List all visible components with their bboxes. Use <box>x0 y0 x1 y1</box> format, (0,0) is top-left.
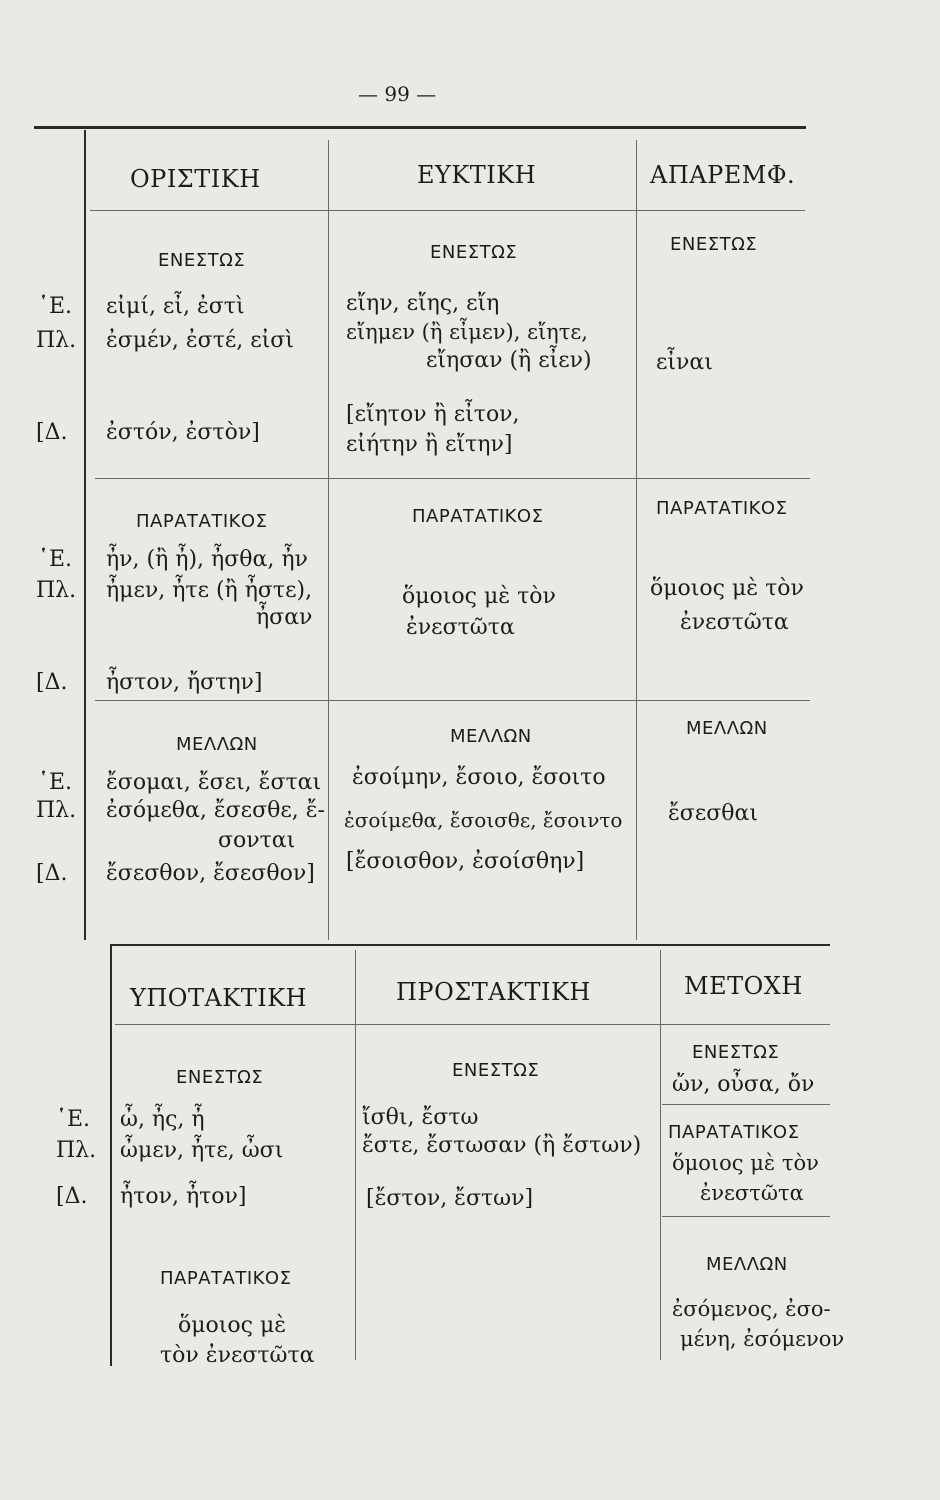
metochi-mellon-line1: ἐσόμενος, ἐσο- <box>672 1297 831 1321</box>
heading-mellon: ΜΕΛΛΩΝ <box>686 718 768 739</box>
euktiki-mellon-dual: [ἔσοισθον, ἐσοίσθην] <box>346 849 585 874</box>
heading-paratatikos: ΠΑΡΑΤΑΤΙΚΟΣ <box>412 506 544 527</box>
title-ypotaktiki: ΥΠΟΤΑΚΤΙΚΗ <box>130 984 308 1012</box>
metochi-paratatikos-line1: ὅμοιος μὲ τὸν <box>672 1151 819 1175</box>
bottom-column-divider-right <box>660 950 661 1360</box>
euktiki-enestos-dual: [εἴητον ἢ εἶτον, <box>346 402 520 427</box>
bottom-column-divider-left <box>110 946 112 1366</box>
oristiki-mellon-plural: ἐσόμεθα, ἔσεσθε, ἔ- <box>106 798 325 823</box>
oristiki-paratatikos-plural-cont: ἦσαν <box>256 605 313 630</box>
page-number: — 99 — <box>358 82 437 106</box>
oristiki-paratatikos-dual: ἦστον, ἤστην] <box>106 670 263 695</box>
heading-paratatikos: ΠΑΡΑΤΑΤΙΚΟΣ <box>656 498 788 519</box>
heading-enestos: ΕΝΕΣΤΩΣ <box>430 242 518 263</box>
euktiki-paratatikos-line1: ὅμοιος μὲ τὸν <box>402 584 556 609</box>
label-plural: Πλ. <box>36 798 77 823</box>
oristiki-enestos-plural: ἐσμέν, ἐστέ, εἰσὶ <box>106 328 294 353</box>
aparemfato-enestos: εἶναι <box>656 350 713 375</box>
bottom-header-underline <box>115 1024 830 1025</box>
label-plural: Πλ. <box>36 578 77 603</box>
aparemfato-paratatikos-line1: ὅμοιος μὲ τὸν <box>650 576 804 601</box>
top-rule <box>34 126 806 129</box>
title-euktiki: ΕΥΚΤΙΚΗ <box>417 161 537 189</box>
title-prostaktiki: ΠΡΟΣΤΑΚΤΙΚΗ <box>396 978 591 1006</box>
oristiki-enestos-dual: ἐστόν, ἐστὸν] <box>106 420 260 445</box>
aparemfato-mellon: ἔσεσθαι <box>668 801 758 826</box>
oristiki-paratatikos-plural: ἦμεν, ἦτε (ἢ ἦστε), <box>106 578 313 603</box>
euktiki-mellon-singular: ἐσοίμην, ἔσοιο, ἔσοιτο <box>352 765 606 790</box>
column-divider-right <box>636 140 637 940</box>
heading-enestos: ΕΝΕΣΤΩΣ <box>176 1067 264 1088</box>
oristiki-paratatikos-singular: ἦν, (ἢ ἦ), ἦσθα, ἦν <box>106 547 308 572</box>
ypotaktiki-paratatikos-line2: τὸν ἐνεστῶτα <box>160 1343 315 1368</box>
bottom-column-divider-middle <box>355 950 356 1360</box>
heading-enestos: ΕΝΕΣΤΩΣ <box>452 1060 540 1081</box>
ypotaktiki-paratatikos-line1: ὅμοιος μὲ <box>178 1313 287 1338</box>
label-plural: Πλ. <box>56 1138 97 1163</box>
heading-paratatikos: ΠΑΡΑΤΑΤΙΚΟΣ <box>668 1122 800 1143</box>
euktiki-enestos-plural-cont: εἴησαν (ἢ εἶεν) <box>426 348 592 373</box>
aparemfato-paratatikos-line2: ἐνεστῶτα <box>680 610 789 635</box>
euktiki-mellon-plural: ἐσοίμεθα, ἔσοισθε, ἔσοιντο <box>344 808 623 832</box>
header-underline <box>90 210 805 211</box>
prostaktiki-enestos-plural: ἔστε, ἔστωσαν (ἢ ἔστων) <box>362 1133 642 1158</box>
heading-enestos: ΕΝΕΣΤΩΣ <box>670 234 758 255</box>
title-aparemfato: ΑΠΑΡΕΜΦ. <box>650 161 796 189</box>
metochi-enestos: ὤν, οὖσα, ὄν <box>672 1072 815 1097</box>
label-singular: ῾Ε. <box>38 294 73 319</box>
heading-paratatikos: ΠΑΡΑΤΑΤΙΚΟΣ <box>160 1268 292 1289</box>
metochi-mellon-line2: μένη, ἐσόμενον <box>680 1327 845 1351</box>
title-oristiki: ΟΡΙΣΤΙΚΗ <box>130 165 261 193</box>
heading-mellon: ΜΕΛΛΩΝ <box>706 1254 788 1275</box>
section-divider-1 <box>95 478 810 479</box>
oristiki-mellon-dual: ἔσεσθον, ἔσεσθον] <box>106 861 315 886</box>
metochi-paratatikos-line2: ἐνεστῶτα <box>700 1181 804 1205</box>
label-singular: ῾Ε. <box>56 1107 91 1132</box>
label-dual: [Δ. <box>36 420 68 445</box>
ypotaktiki-enestos-plural: ὦμεν, ἦτε, ὦσι <box>120 1138 284 1163</box>
label-dual: [Δ. <box>36 861 68 886</box>
label-singular: ῾Ε. <box>38 547 73 572</box>
metochi-divider-2 <box>662 1216 830 1217</box>
column-divider-middle <box>328 140 329 940</box>
title-metochi: ΜΕΤΟΧΗ <box>684 972 803 1000</box>
prostaktiki-enestos-dual: [ἔστον, ἔστων] <box>366 1186 534 1211</box>
label-dual: [Δ. <box>36 670 68 695</box>
ypotaktiki-enestos-singular: ὦ, ἦς, ἦ <box>120 1107 205 1132</box>
euktiki-enestos-plural: εἴημεν (ἢ εἶμεν), εἴητε, <box>346 320 588 344</box>
metochi-divider-1 <box>662 1104 830 1105</box>
heading-paratatikos: ΠΑΡΑΤΑΤΙΚΟΣ <box>136 511 268 532</box>
label-singular: ῾Ε. <box>38 770 73 795</box>
oristiki-mellon-singular: ἔσομαι, ἔσει, ἔσται <box>106 770 322 795</box>
heading-enestos: ΕΝΕΣΤΩΣ <box>158 250 246 271</box>
label-dual: [Δ. <box>56 1184 88 1209</box>
euktiki-paratatikos-line2: ἐνεστῶτα <box>406 615 515 640</box>
euktiki-enestos-singular: εἴην, εἴης, εἴη <box>346 291 500 316</box>
euktiki-enestos-dual-cont: εἰήτην ἢ εἴτην] <box>346 432 513 457</box>
label-plural: Πλ. <box>36 328 77 353</box>
heading-mellon: ΜΕΛΛΩΝ <box>176 734 258 755</box>
heading-mellon: ΜΕΛΛΩΝ <box>450 726 532 747</box>
bottom-rule <box>110 944 830 946</box>
ypotaktiki-enestos-dual: ἦτον, ἦτον] <box>120 1184 247 1209</box>
column-divider-left <box>84 130 86 940</box>
oristiki-mellon-plural-cont: σονται <box>218 828 296 853</box>
heading-enestos: ΕΝΕΣΤΩΣ <box>692 1042 780 1063</box>
oristiki-enestos-singular: εἰμί, εἶ, ἐστὶ <box>106 294 245 319</box>
section-divider-2 <box>95 700 810 701</box>
prostaktiki-enestos-singular: ἴσθι, ἔστω <box>362 1105 479 1130</box>
